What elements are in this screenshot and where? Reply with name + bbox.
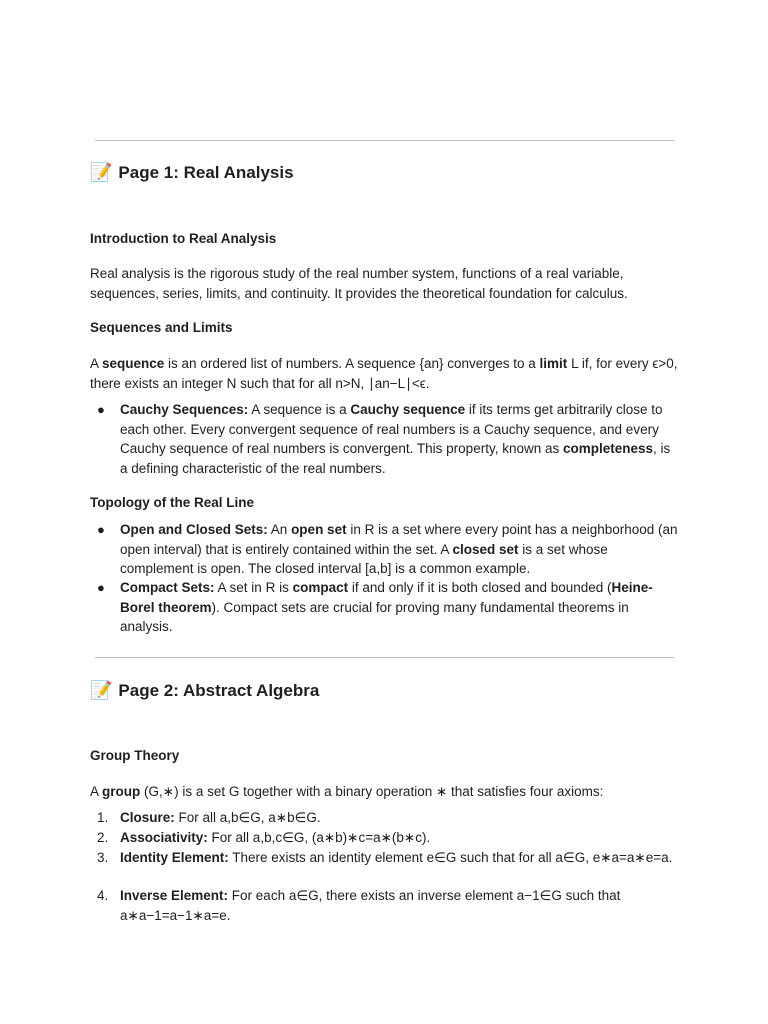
list-item: Associativity: For all a,b,c∈G, (a∗b)∗c=a∗(b∗c). [120, 830, 431, 845]
list-item: Closure: For all a,b∈G, a∗b∈G. [120, 810, 321, 825]
divider [95, 657, 674, 658]
list-number: 1. [97, 810, 109, 825]
list-item: Open and Closed Sets: An open set in R is a set where every point has a neighborhood (an open interval) that is entirely contained within the set. A closed set is a set whose complement is open. The closed interval [a,b] is a common example. [120, 522, 678, 576]
page-title-text: Page 1: Real Analysis [118, 163, 294, 182]
page-title-text: Page 2: Abstract Algebra [118, 681, 320, 700]
list-number: 2. [97, 830, 109, 845]
list-item: Inverse Element: For each a∈G, there exists an inverse element a−1∈G such that a∗a−1=a−1∗a=e. [120, 888, 621, 923]
page-title [90, 680, 319, 701]
list-item: Cauchy Sequences: A sequence is a Cauchy sequence if its terms get arbitrarily close to each other. Every convergent sequence of real numbers is a Cauchy sequence, and every Cauchy sequence of real numbers is convergent. This property, known as completeness, is a defining characteristic of the real numbers. [120, 402, 671, 476]
memo-icon: 📝 [90, 680, 113, 700]
list-number: 4. [97, 888, 109, 903]
paragraph: A sequence is an ordered list of numbers. A sequence {an} converges to a limit L if, for every ϵ>0, there exists an integer N such that for all n>N, ∣an−L∣<ϵ. [90, 356, 678, 391]
memo-icon: 📝 [90, 162, 113, 182]
section-heading: Sequences and Limits [90, 320, 233, 335]
bullet-icon: ● [97, 402, 105, 417]
bullet-icon: ● [97, 522, 105, 537]
section-heading: Group Theory [90, 748, 180, 763]
list-item: Identity Element: There exists an identity element e∈G such that for all a∈G, e∗a=a∗e=a. [120, 850, 673, 865]
divider [95, 140, 674, 141]
section-heading: Topology of the Real Line [90, 495, 254, 510]
list-item: Compact Sets: A set in R is compact if and only if it is both closed and bounded (Heine-Borel theorem). Compact sets are crucial for proving many fundamental theorems in analysis. [120, 580, 653, 634]
paragraph: A group (G,∗) is a set G together with a binary operation ∗ that satisfies four axioms: [90, 784, 604, 799]
bullet-icon: ● [97, 580, 105, 595]
page-title [90, 162, 294, 183]
section-heading: Introduction to Real Analysis [90, 231, 277, 246]
paragraph: Real analysis is the rigorous study of the real number system, functions of a real variable, sequences, series, limits, and continuity. It provides the theoretical foundation for calculus. [90, 266, 628, 301]
list-number: 3. [97, 850, 109, 865]
